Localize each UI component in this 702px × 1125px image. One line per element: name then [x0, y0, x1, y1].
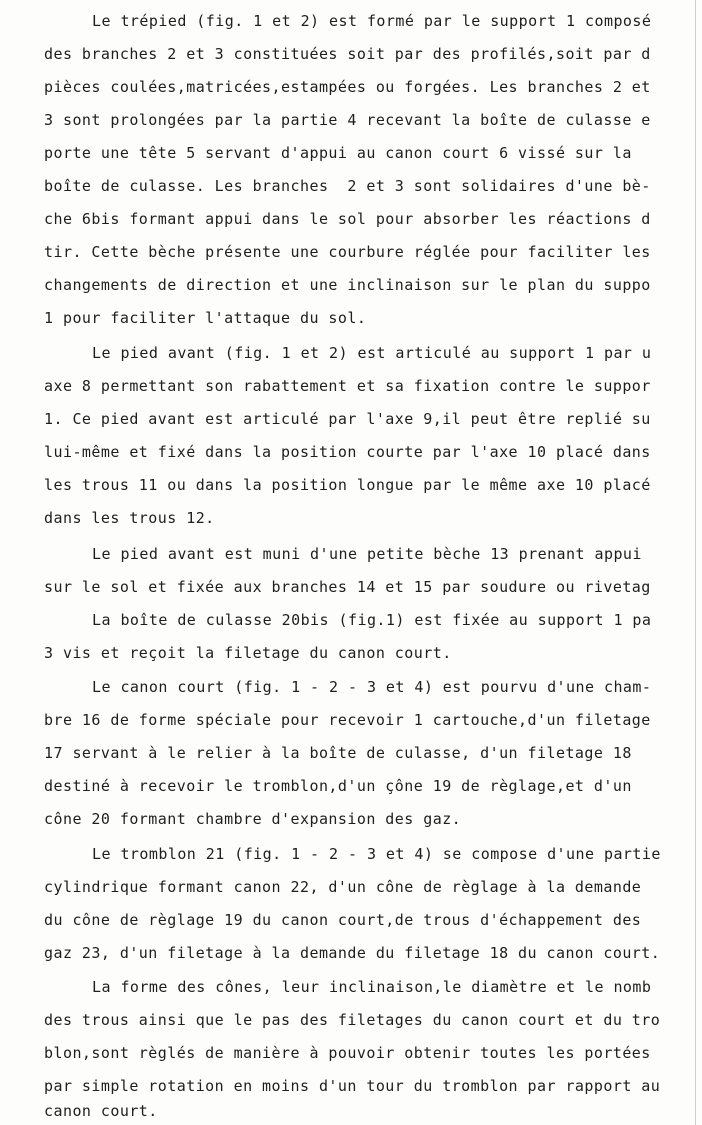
text-line	[0, 570, 702, 604]
line-text: 3 vis et reçoit la filetage du canon court.	[44, 644, 452, 662]
text-line	[0, 970, 702, 1004]
line-text: cylindrique formant canon 22, d'un cône de règlage à la demande	[44, 878, 642, 896]
line-text: boîte de culasse. Les branches 2 et 3 sont solidaires d'une bè-	[44, 177, 651, 195]
line-text: dans les trous 12.	[44, 509, 215, 527]
line-text: Le pied avant (fig. 1 et 2) est articulé au support 1 par u	[92, 344, 652, 362]
text-line	[0, 736, 702, 770]
line-text: par simple rotation en moins d'un tour du tromblon par rapport au	[44, 1077, 661, 1095]
line-text: tir. Cette bèche présente une courbure réglée pour faciliter les	[44, 243, 651, 261]
line-text: Le canon court (fig. 1 - 2 - 3 et 4) est pourvu d'une cham-	[92, 678, 652, 696]
text-line	[0, 301, 702, 335]
line-text: 3 sont prolongées par la partie 4 recevant la boîte de culasse e	[44, 111, 651, 129]
text-line	[0, 435, 702, 469]
line-text: 17 servant à le relier à la boîte de culasse, d'un filetage 18	[44, 744, 632, 762]
line-text: changements de direction et une inclinaison sur le plan du suppo	[44, 276, 651, 294]
text-line	[0, 837, 702, 871]
text-line	[0, 37, 702, 71]
line-text: blon,sont règlés de manière à pouvoir obtenir toutes les portées	[44, 1044, 651, 1062]
text-line	[0, 235, 702, 269]
line-text: des trous ainsi que le pas des filetages du canon court et du tro	[44, 1011, 661, 1029]
text-line	[0, 870, 702, 904]
line-text: des branches 2 et 3 constituées soit par des profilés,soit par d	[44, 45, 651, 63]
text-line	[0, 169, 702, 203]
line-text: Le pied avant est muni d'une petite bèche 13 prenant appui	[92, 545, 642, 563]
line-text: 1. Ce pied avant est articulé par l'axe 9,il peut être replié su	[44, 410, 651, 428]
line-text: bre 16 de forme spéciale pour recevoir 1 cartouche,d'un filetage	[44, 711, 651, 729]
line-text: La forme des cônes, leur inclinaison,le diamètre et le nomb	[92, 978, 652, 996]
text-line	[0, 369, 702, 403]
text-line	[0, 670, 702, 704]
line-text: les trous 11 ou dans la position longue par le même axe 10 placé	[44, 476, 651, 494]
text-line	[0, 268, 702, 302]
line-text: gaz 23, d'un filetage à la demande du filetage 18 du canon court.	[44, 944, 661, 962]
line-text: sur le sol et fixée aux branches 14 et 15 par soudure ou rivetag	[44, 578, 651, 596]
text-line	[0, 636, 702, 670]
text-line	[0, 336, 702, 370]
text-line	[0, 103, 702, 137]
line-text: destiné à recevoir le tromblon,d'un çône 19 de règlage,et d'un	[44, 777, 632, 795]
text-line	[0, 603, 702, 637]
text-line	[0, 202, 702, 236]
line-text: porte une tête 5 servant d'appui au canon court 6 vissé sur la	[44, 144, 632, 162]
text-line	[0, 936, 702, 970]
line-text: 1 pour faciliter l'attaque du sol.	[44, 309, 367, 327]
text-line	[0, 703, 702, 737]
line-text: pièces coulées,matricées,estampées ou forgées. Les branches 2 et	[44, 78, 651, 96]
text-line	[0, 402, 702, 436]
line-text: Le trépied (fig. 1 et 2) est formé par le support 1 composé	[92, 12, 652, 30]
line-text: che 6bis formant appui dans le sol pour absorber les réactions d	[44, 210, 651, 228]
text-line	[0, 769, 702, 803]
text-line	[0, 903, 702, 937]
line-text: canon court.	[44, 1102, 158, 1120]
line-text: cône 20 formant chambre d'expansion des gaz.	[44, 810, 462, 828]
text-line	[0, 501, 702, 535]
text-line	[0, 468, 702, 502]
line-text: axe 8 permettant son rabattement et sa fixation contre le suppor	[44, 377, 651, 395]
line-text: Le tromblon 21 (fig. 1 - 2 - 3 et 4) se compose d'une partie	[92, 845, 661, 863]
text-line	[0, 1094, 702, 1125]
text-line	[0, 1003, 702, 1037]
line-text: lui-même et fixé dans la position courte par l'axe 10 placé dans	[44, 443, 651, 461]
text-line	[0, 1036, 702, 1070]
text-line	[0, 4, 702, 38]
line-text: du cône de règlage 19 du canon court,de trous d'échappement des	[44, 911, 642, 929]
text-line	[0, 802, 702, 836]
text-line	[0, 70, 702, 104]
line-text: La boîte de culasse 20bis (fig.1) est fixée au support 1 pa	[92, 611, 652, 629]
text-line	[0, 537, 702, 571]
text-line	[0, 136, 702, 170]
